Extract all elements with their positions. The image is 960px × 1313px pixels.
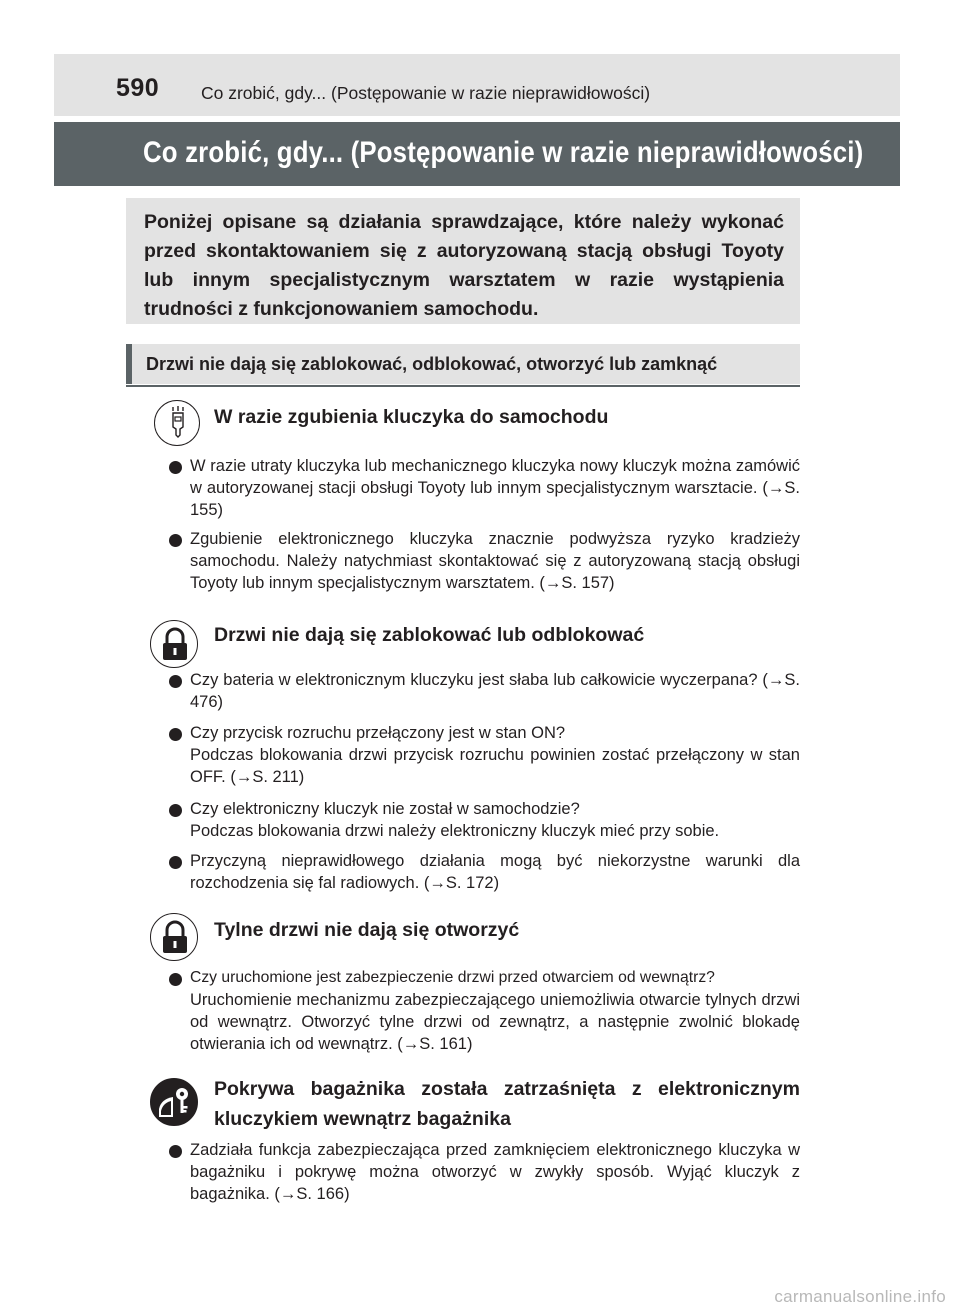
list-item-note: Uruchomienie mechanizmu zabezpieczającego uniemożliwia otwarcie tylnych drzwi od wewnątrz. Otworzyć tylne drzwi od zewnątrz, a następnie zwolnić blokadę otwierania ich od wewnątrz. (→S. 161) [190, 991, 800, 1053]
subsection-heading: Pokrywa bagażnika została zatrzaśnięta z elektronicznym kluczykiem wewnątrz bagażnika [214, 1078, 800, 1130]
bullet-icon [169, 534, 182, 547]
section-title: Drzwi nie dają się zablokować, odblokować, otworzyć lub zamknąć [146, 354, 718, 374]
bullet-icon [169, 461, 182, 474]
page-title: Co zrobić, gdy... (Postępowanie w razie nieprawidłowości) [143, 136, 864, 169]
padlock-icon [150, 620, 198, 668]
trunk-key-icon [150, 1078, 198, 1126]
padlock-icon [150, 913, 198, 961]
page-number: 590 [116, 74, 160, 102]
list-item: Zadziała funkcja zabezpieczająca przed zamknięciem elektronicznego kluczyka w bagażniku i pokrywę można otworzyć w zwykły sposób. Wyjąć kluczyk z bagażnika. (→S. 166) [190, 1141, 800, 1203]
list-item: Przyczyną nieprawidłowego działania mogą być niekorzystne warunki dla rozchodzenia się fal radiowych. (→S. 172) [190, 852, 800, 892]
bullet-icon [169, 1145, 182, 1158]
list-item-note: Podczas blokowania drzwi należy elektroniczny kluczyk mieć przy sobie. [190, 822, 720, 840]
subsection-heading: Tylne drzwi nie dają się otworzyć [214, 919, 520, 941]
key-icon [154, 400, 200, 446]
section-divider [126, 385, 800, 387]
bullet-icon [169, 804, 182, 817]
list-item-text: Czy uruchomione jest zabezpieczenie drzwi przed otwarciem od wewnątrz? [190, 969, 715, 986]
list-item-note: Podczas blokowania drzwi przycisk rozruchu powinien zostać przełączony w stan OFF. (→S. 211) [190, 746, 800, 786]
running-title: Co zrobić, gdy... (Postępowanie w razie nieprawidłowości) [201, 83, 651, 103]
intro-text: Poniżej opisane są działania sprawdzające, które należy wykonać przed skontaktowaniem się z autoryzowaną stacją obsługi Toyoty lub innym specjalistycznym warsztatem w razie wystąpienia trudności z funkcjonowaniem samochodu. [144, 211, 784, 320]
list-item: W razie utraty kluczyka lub mechanicznego kluczyka nowy kluczyk można zamówić w autoryzowanej stacji obsługi Toyoty lub innym specjalistycznym warsztacie. (→S. 155) [190, 457, 800, 519]
watermark: carmanualsonline.info [774, 1287, 946, 1306]
list-item-text: Czy przycisk rozruchu przełączony jest w stan ON? [190, 724, 566, 742]
bullet-icon [169, 728, 182, 741]
bullet-icon [169, 675, 182, 688]
list-item: Zgubienie elektronicznego kluczyka znacznie podwyższa ryzyko kradzieży samochodu. Należy natychmiast skontaktować się z autoryzowaną stacją obsługi Toyoty lub innym specjalistycznym warsztatem. (→S. 157) [190, 530, 800, 592]
subsection-heading: Drzwi nie dają się zablokować lub odblokować [214, 624, 645, 646]
list-item [190, 722, 800, 788]
list-item-text: Czy elektroniczny kluczyk nie został w samochodzie? [190, 800, 580, 818]
subsection-heading: W razie zgubienia kluczyka do samochodu [214, 406, 609, 428]
list-item: Czy bateria w elektronicznym kluczyku jest słaba lub całkowicie wyczerpana? (→S. 476) [190, 671, 800, 711]
bullet-icon [169, 856, 182, 869]
list-item [190, 967, 800, 1055]
bullet-icon [169, 973, 182, 986]
list-item [190, 798, 800, 842]
